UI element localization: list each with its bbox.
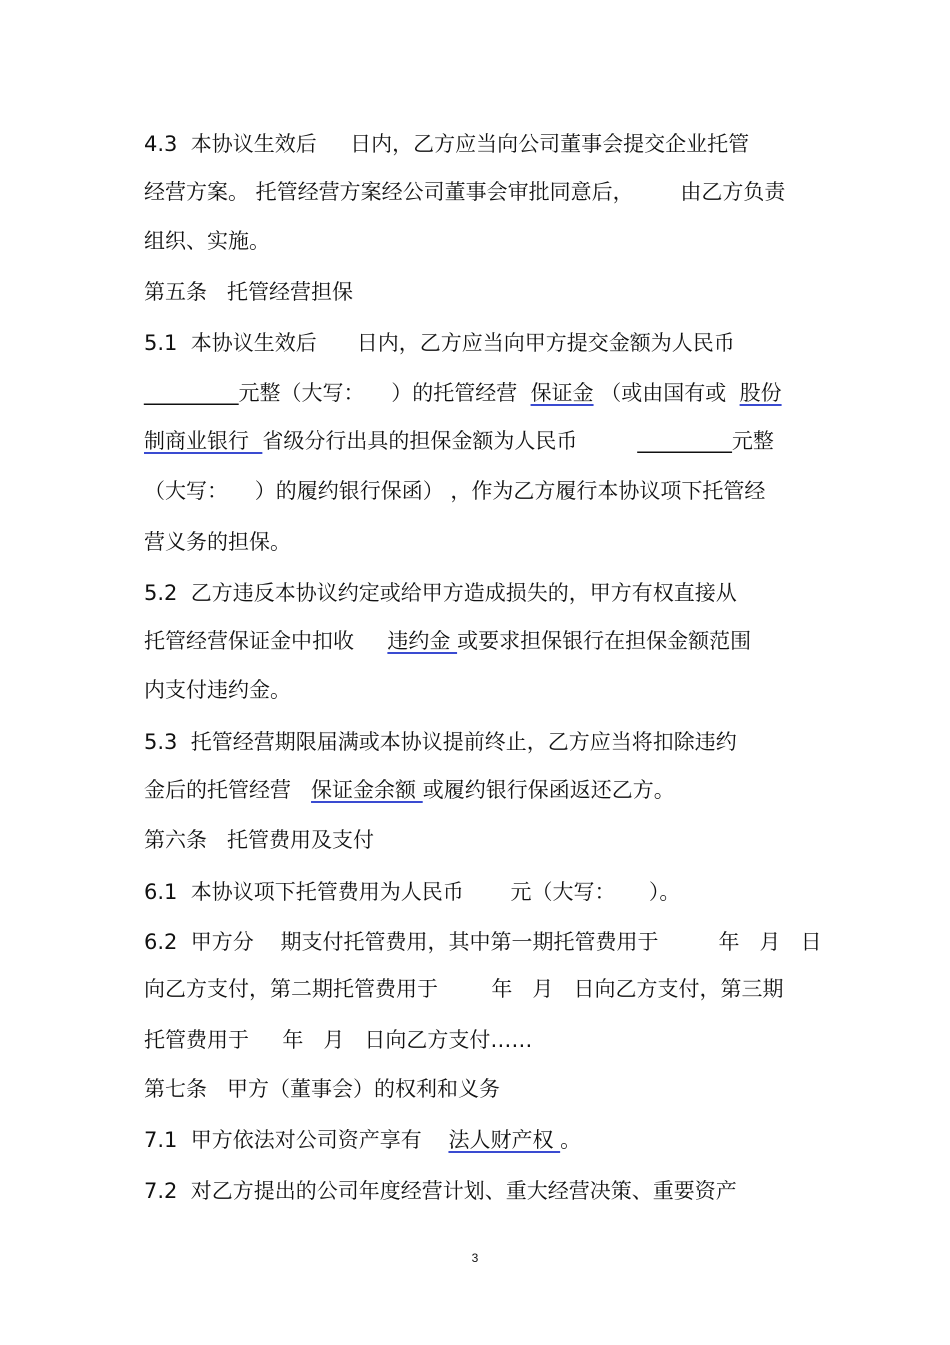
section-heading (144, 1074, 500, 1104)
text-run: 7.1 甲方依法对公司资产享有 (144, 1128, 449, 1152)
text-run: 或履约银行保函返还乙方。 (422, 778, 675, 802)
term-link-faren-caichanquan[interactable]: 法人财产权 (448, 1128, 561, 1152)
text-line (144, 775, 675, 805)
text-line (144, 1176, 737, 1206)
text-run: （大写： ）的履约银行保函） ，作为乙方履行本协议项下托管经 (144, 479, 766, 503)
term-link-gufen[interactable]: 股份 (739, 381, 782, 405)
text-run: 营义务的担保。 (144, 530, 291, 554)
text-run: 。 (560, 1128, 582, 1152)
text-run: 7.2 对乙方提出的公司年度经营计划、重大经营决策、重要资产 (144, 1179, 737, 1203)
text-run: 5.2 乙方违反本协议约定或给甲方造成损失的，甲方有权直接从 (144, 581, 737, 605)
text-line (144, 578, 737, 608)
text-line (144, 177, 785, 207)
text-line (144, 675, 291, 705)
text-run: 第六条 托管费用及支付 (144, 828, 375, 852)
text-run: 内支付违约金。 (144, 678, 291, 702)
text-run: 向乙方支付，第二期托管费用于 年 月 日向乙方支付，第三期 (144, 977, 784, 1001)
term-link-weiyuejin[interactable]: 违约金 (387, 629, 458, 653)
text-line (144, 226, 270, 256)
text-line (144, 476, 765, 506)
text-run: 6.1 本协议项下托管费用为人民币 元（大写： ）。 (144, 880, 681, 904)
text-run: 第七条 甲方（董事会）的权利和义务 (144, 1077, 501, 1101)
text-run: 4.3 本协议生效后 日内，乙方应当向公司董事会提交企业托管 (144, 132, 750, 156)
text-line (144, 378, 782, 408)
text-line (144, 328, 735, 358)
text-run: （或由国有或 (593, 381, 740, 405)
term-link-baozhengjin[interactable]: 保证金 (530, 381, 594, 405)
text-run: 托管费用于 年 月 日向乙方支付…… (144, 1028, 533, 1052)
text-run: 或要求担保银行在担保金额范围 (457, 629, 752, 653)
text-line (144, 877, 680, 907)
text-run: 5.1 本协议生效后 日内，乙方应当向甲方提交金额为人民币 (144, 331, 735, 355)
text-run: 托管经营保证金中扣收 (144, 629, 388, 653)
text-line (144, 1025, 532, 1055)
text-line (144, 927, 822, 957)
text-run: 省级分行出具的担保金额为人民币 _________元整 (262, 429, 774, 453)
term-link-baozhengjin-yue[interactable]: 保证金余额 (311, 778, 423, 802)
text-run: 金后的托管经营 (144, 778, 312, 802)
text-run: 5.3 托管经营期限届满或本协议提前终止，乙方应当将扣除违约 (144, 730, 737, 754)
text-line (144, 727, 737, 757)
text-run: 6.2 甲方分 期支付托管费用，其中第一期托管费用于 年 月 日 (144, 930, 822, 954)
page-number: 3 (471, 1251, 479, 1265)
term-link-shangye-yinhang[interactable]: 制商业银行 (144, 429, 263, 453)
text-line (144, 426, 774, 456)
text-run: 第五条 托管经营担保 (144, 280, 354, 304)
text-line (144, 1125, 581, 1155)
section-heading (144, 277, 353, 307)
text-line (144, 626, 751, 656)
text-line (144, 527, 291, 557)
text-line (144, 974, 783, 1004)
text-run: 组织、实施。 (144, 229, 270, 253)
text-run: _________元整（大写： ）的托管经营 (144, 381, 531, 405)
text-run: 经营方案。 托管经营方案经公司董事会审批同意后， 由乙方负责 (144, 180, 786, 204)
text-line (144, 129, 749, 159)
section-heading (144, 825, 374, 855)
